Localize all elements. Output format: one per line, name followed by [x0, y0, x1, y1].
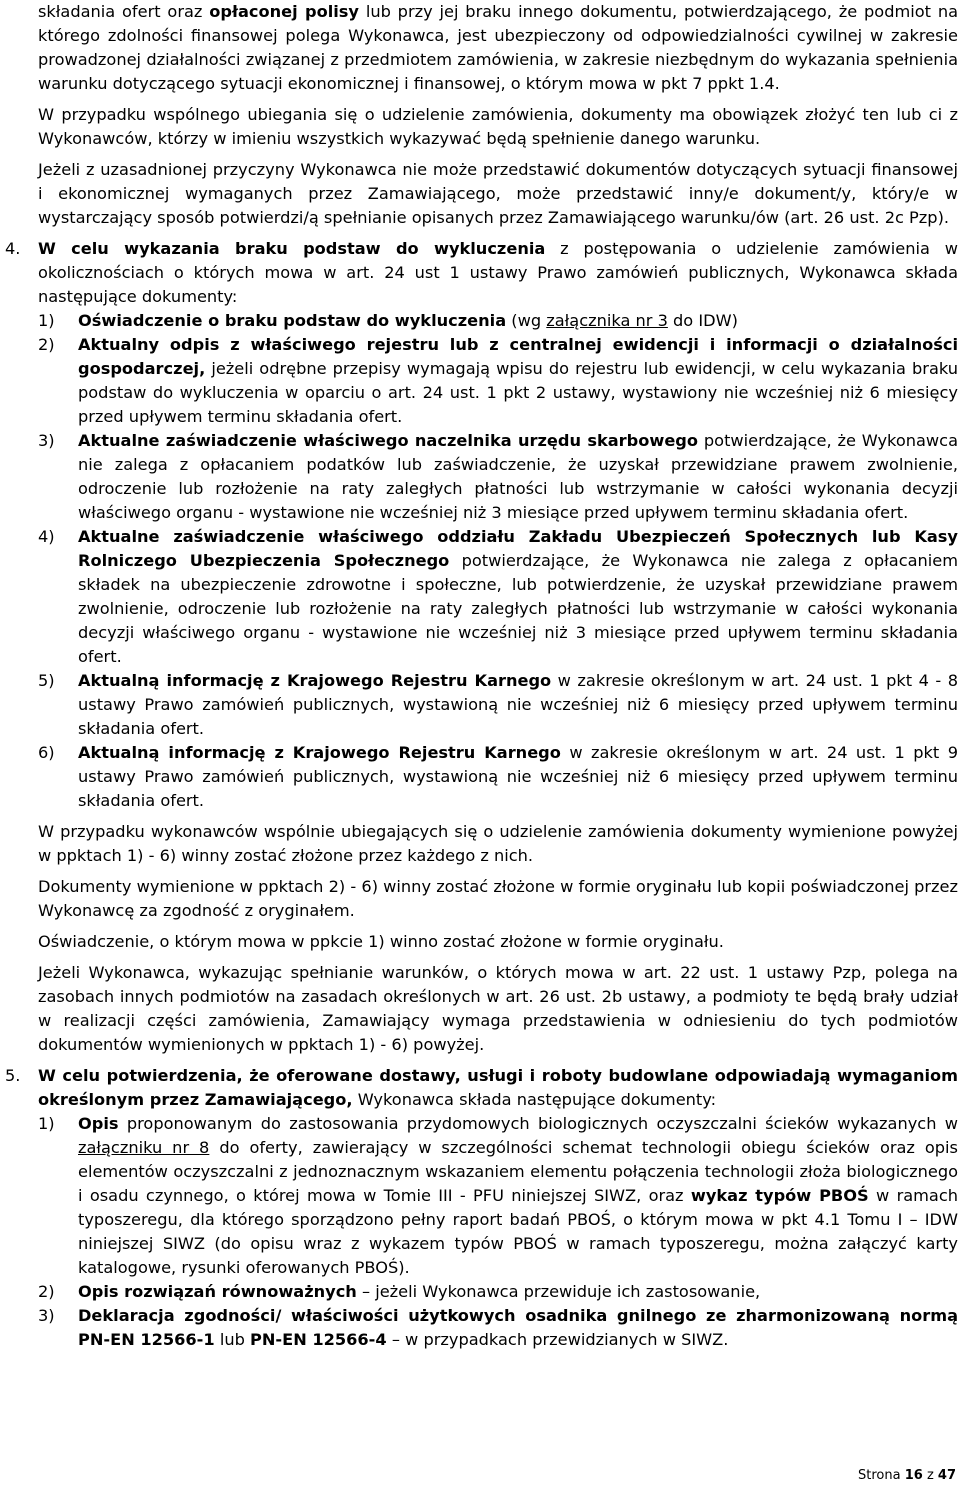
section-4-note-4: Jeżeli Wykonawca, wykazując spełnianie warunków, o których mowa w art. 22 ust. 1 ustawy Pzp, polega na zasobach innych podmiotów na zasadach określonych w art. 26 ust. 2b ustawy, a podmioty te będą brały udział w realizacji części zamówienia, Zamawiający wymaga przedstawienia w odniesieniu do tych podmiotów dokumentów wymienionych w ppktach 1) - 6) powyżej. — [38, 963, 958, 1054]
list-item — [38, 525, 958, 669]
list-item-number: 2) — [38, 335, 55, 354]
list-item-text — [78, 309, 958, 333]
bold-run: Aktualne zaświadczenie właściwego oddziału Zakładu Ubezpieczeń Społecznych lub Kasy Rolniczego Ubezpieczenia Społecznego — [78, 527, 958, 570]
list-item-number: 4) — [38, 527, 55, 546]
section-5-list — [38, 1112, 958, 1352]
intro-paragraph-1 — [38, 0, 958, 96]
list-item — [38, 309, 958, 333]
text-run: proponowanym do zastosowania przydomowych biologicznych oczyszczalni ścieków wykazanych w — [118, 1114, 958, 1133]
bold-run: Opis — [78, 1114, 119, 1133]
footer-label: Strona — [857, 1468, 901, 1483]
footer-separator: z — [926, 1468, 934, 1483]
list-item-text — [78, 669, 958, 741]
list-item-text — [78, 1112, 958, 1280]
list-item-number: 6) — [38, 743, 55, 762]
text-run: w ramach typoszeregu, dla którego sporządzono pełny raport badań PBOŚ, o którym mowa w pkt 4.1 Tomu I – IDW niniejszej SIWZ (do opisu wraz z wykazem typów PBOŚ w ramach typoszeregu, można załączyć karty katalogowe, rysunki oferowanych PBOŚ). — [78, 1186, 958, 1277]
document-page — [5, 0, 958, 1352]
footer-page-total: 47 — [937, 1468, 956, 1483]
attachment-reference: załączniku nr 8 — [78, 1138, 210, 1157]
list-item-number: 3) — [38, 431, 55, 450]
section-5-lead — [38, 1064, 958, 1112]
text-run: do IDW) — [667, 311, 738, 330]
bold-run: Aktualną informację z Krajowego Rejestru Karnego — [78, 671, 552, 690]
text-run: – jeżeli Wykonawca przewiduje ich zastosowanie, — [356, 1282, 761, 1301]
section-5 — [5, 1064, 958, 1352]
section-4-note-1: W przypadku wykonawców wspólnie ubiegających się o udzielenie zamówienia dokumenty wymienione powyżej w ppktach 1) - 6) winny zostać złożone przez każdego z nich. — [38, 822, 958, 865]
text-run: potwierdzające, że Wykonawca nie zalega z opłacaniem podatków lub zaświadczenie, że uzyskał przewidziane prawem zwolnienie, odroczenie lub rozłożenie na raty zaległych płatności lub wstrzymanie w całości wykonania decyzji właściwego organu - wystawione nie wcześniej niż 3 miesiące przed upływem terminu składania ofert. — [78, 431, 958, 522]
bold-run: Opis rozwiązań równoważnych — [78, 1282, 357, 1301]
list-item-text — [78, 1304, 958, 1352]
text-run: z postępowania o udzielenie zamówienia w okolicznościach o których mowa w art. 24 ust 1 ustawy Prawo zamówień publicznych, Wykonawca składa następujące dokumenty: — [38, 239, 958, 306]
bold-run: Aktualną informację z Krajowego Rejestru Karnego — [78, 743, 561, 762]
text-run: lub przy jej braku innego dokumentu, potwierdzającego, że podmiot na którego zdolności finansowej polega Wykonawca, jest ubezpieczony od odpowiedzialności cywilnej w zakresie prowadzonej działalności związanej z przedmiotem zamówienia, w zakresie niezbędnym do wykazania spełnienia warunku dotyczącego sytuacji ekonomicznej i finansowej, o którym mowa w pkt 7 ppkt 1.4. — [38, 2, 958, 93]
text-run: składania ofert oraz — [38, 2, 210, 21]
bold-run: Deklaracja zgodności/ właściwości użytkowych osadnika gnilnego ze zharmonizowaną normą PN-EN 12566-1 — [78, 1306, 958, 1349]
list-item-number: 2) — [38, 1282, 55, 1301]
page-footer — [858, 1468, 956, 1483]
bold-run: wykaz typów PBOŚ — [690, 1186, 869, 1205]
list-item-text — [78, 741, 958, 813]
footer-page-number: 16 — [904, 1468, 923, 1483]
list-item — [38, 1280, 958, 1304]
list-item-text — [78, 525, 958, 669]
list-item — [38, 333, 958, 429]
text-run: lub — [214, 1330, 250, 1349]
list-item-text — [78, 1280, 958, 1304]
text-run: (wg — [506, 311, 547, 330]
list-item-number: 1) — [38, 1114, 55, 1133]
section-4-note-3: Oświadczenie, o którym mowa w ppkcie 1) winno zostać złożone w formie oryginału. — [38, 932, 724, 951]
list-item — [38, 1112, 958, 1280]
attachment-reference: załącznika nr 3 — [546, 311, 668, 330]
text-run: w zakresie określonym w art. 24 ust. 1 pkt 9 ustawy Prawo zamówień publicznych, wystawioną nie wcześniej niż 6 miesięcy przed upływem terminu składania ofert. — [78, 743, 958, 810]
text-run: potwierdzające, że Wykonawca nie zalega z opłacaniem składek na ubezpieczenie zdrowotne i społeczne, lub potwierdzenie, że uzyskał przewidziane prawem zwolnienie, odroczenie lub rozłożenie na raty zaległych płatności lub wstrzymanie w całości wykonania decyzji właściwego organu - wystawione nie wcześniej niż 3 miesiące przed upływem terminu składania ofert. — [78, 551, 958, 666]
section-4-lead — [38, 237, 958, 309]
bold-run: W celu potwierdzenia, że oferowane dostawy, usługi i roboty budowlane odpowiadają wymaganiom określonym przez Zamawiającego, — [38, 1066, 958, 1109]
text-run: – w przypadkach przewidzianych w SIWZ. — [386, 1330, 729, 1349]
bold-run: Oświadczenie o braku podstaw do wykluczenia — [78, 311, 507, 330]
bold-run: Aktualne zaświadczenie właściwego naczelnika urzędu skarbowego — [78, 431, 699, 450]
intro-paragraph-2: W przypadku wspólnego ubiegania się o udzielenie zamówienia, dokumenty ma obowiązek złożyć ten lub ci z Wykonawców, którzy w imieniu wszystkich wykazywać będą spełnienie danego warunku. — [38, 105, 958, 148]
bold-run: Aktualny odpis z właściwego rejestru lub z centralnej ewidencji i informacji o działalności gospodarczej, — [78, 335, 958, 378]
list-item-text — [78, 333, 958, 429]
text-run: do oferty, zawierający w szczególności schemat technologii obiegu ścieków oraz opis elementów oczyszczalni z jednoznacznym wskazaniem elementu połączenia technologii złoża biologicznego i osadu czynnego, o której mowa w Tomie III - PFU niniejszej SIWZ, oraz — [78, 1138, 958, 1205]
text-run: w zakresie określonym w art. 24 ust. 1 pkt 4 - 8 ustawy Prawo zamówień publicznych, wystawioną nie wcześniej niż 6 miesięcy przed upływem terminu składania ofert. — [78, 671, 958, 738]
list-item-number: 1) — [38, 311, 55, 330]
list-item — [38, 1304, 958, 1352]
text-run: Wykonawca składa następujące dokumenty: — [352, 1090, 717, 1109]
text-run: jeżeli odrębne przepisy wymagają wpisu do rejestru lub ewidencji, w celu wykazania braku podstaw do wykluczenia w oparciu o art. 24 ust. 1 pkt 2 ustawy, wystawiony nie wcześniej niż 6 miesięcy przed upływem terminu składania ofert. — [78, 359, 958, 426]
intro-paragraph-3: Jeżeli z uzasadnionej przyczyny Wykonawca nie może przedstawić dokumentów dotyczących sytuacji finansowej i ekonomicznej wymaganych przez Zamawiającego, może przedstawić inny/e dokument/y, który/e w wystarczający sposób potwierdzi/ą spełnianie opisanych przez Zamawiającego warunku/ów (art. 26 ust. 2c Pzp). — [38, 160, 958, 227]
list-item — [38, 741, 958, 813]
bold-run: opłaconej polisy — [209, 2, 359, 21]
bold-run: PN-EN 12566-4 — [250, 1330, 387, 1349]
section-4 — [5, 237, 958, 1057]
section-5-number: 5. — [5, 1066, 21, 1085]
section-4-list — [38, 309, 958, 813]
list-item-number: 3) — [38, 1306, 55, 1325]
bold-run: W celu wykazania braku podstaw do wykluczenia — [38, 239, 546, 258]
list-item — [38, 669, 958, 741]
list-item — [38, 429, 958, 525]
list-item-text — [78, 429, 958, 525]
section-4-number: 4. — [5, 239, 21, 258]
section-4-note-2: Dokumenty wymienione w ppktach 2) - 6) winny zostać złożone w formie oryginału lub kopii poświadczonej przez Wykonawcę za zgodność z oryginałem. — [38, 877, 958, 920]
list-item-number: 5) — [38, 671, 55, 690]
